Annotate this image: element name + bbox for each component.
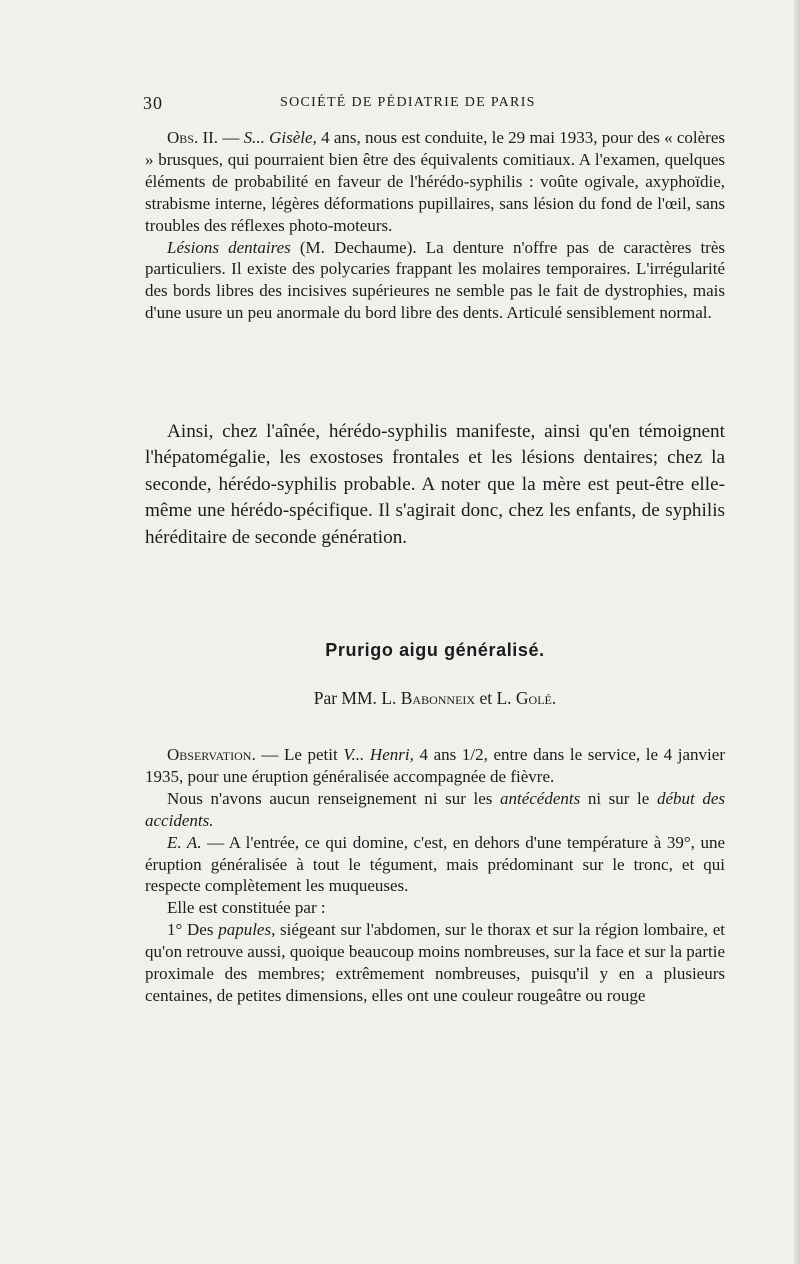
article-authors [145,688,725,709]
case-obs-2 [145,127,725,324]
running-title: SOCIÉTÉ DE PÉDIATRIE DE PARIS [280,95,536,110]
lesions-paragraph [145,237,725,325]
obs2-label: Obs. II. [167,128,219,147]
papules-text-1: 1° Des [167,920,219,940]
observation-patient-name: V... Henri, [343,745,414,764]
history-italic-1: antécédents [499,788,581,808]
papules-text-2: siégeant sur l'abdomen, sur le thorax et sur la région lombaire, et qu'on retrouve aussi, quoique beaucoup moins nombreuses, sur la face et sur la partie proximale des membres; extrêmement nombreuses, puisqu'il y en a plusieurs centaines, de petites dimensions, elles ont une couleur rougeâtre ou rouge [145,920,725,1005]
papules-paragraph [145,919,725,1007]
obs2-text: 4 ans, nous est conduite, le 29 mai 1933, pour des « colères » brusques, qui pourraient bien être des équivalents comitiaux. A l'examen, quelques éléments de probabilité en faveur de l'hérédo-syphilis : voûte ogivale, axyphoïdie, strabisme interne, légères déformations pupillaires, sans lésion du fond de l'œil, sans troubles des réflexes photo-moteurs. [145,128,726,235]
ea-paragraph [145,832,725,898]
article-title: Prurigo aigu généralisé. [325,640,545,660]
ea-text: — A l'entrée, ce qui domine, c'est, en dehors d'une température à 39°, une éruption généralisée à tout le tégument, mais prédominant sur le tronc, et qui respecte complètement les muqueuses. [145,832,725,896]
author-2: L. Golé. [496,688,557,708]
history-text-2: ni sur le [580,788,657,808]
authors-joiner: et [475,688,497,708]
authors-prefix: Par MM. [313,688,382,708]
history-italic-2: début des accidents. [145,788,725,830]
observation-paragraph [145,744,725,788]
obs2-paragraph [145,127,725,237]
lesions-label: Lésions dentaires [167,237,291,257]
observation-dash: — Le petit [255,745,344,764]
observation-label: Observation. [167,745,256,764]
history-text-1: Nous n'avons aucun renseignement ni sur les [167,788,500,808]
observation-text: 4 ans 1/2, entre dans le service, le 4 janvier 1935, pour une éruption généralisée accompagnée de fièvre. [145,745,725,786]
page-edge-shadow [794,0,800,1264]
conclusion-block [145,419,725,551]
obs2-patient-name: S... Gisèle, [243,128,317,147]
observation-body [145,744,725,1007]
page-number: 30 [143,93,163,113]
obs2-dash: — [218,128,244,147]
author-1: L. Babonneix [381,688,476,708]
history-paragraph [145,788,725,832]
ea-label: E. A. [167,832,202,852]
lesions-text: (M. Dechaume). La denture n'offre pas de caractères très particuliers. Il existe des polycaries frappant les molaires temporaires. L'irrégularité des bords libres des incisives supérieures ne semble pas le fait de dystrophies, mais d'une usure un peu anormale du bord libre des dents. Articulé sensiblement normal. [145,237,725,323]
constitution-paragraph: Elle est constituée par : [167,898,326,918]
papules-italic: papules, [218,920,276,940]
conclusion-paragraph: Ainsi, chez l'aînée, hérédo-syphilis manifeste, ainsi qu'en témoignent l'hépatomégalie, les exostoses frontales et les lésions dentaires; chez la seconde, hérédo-syphilis probable. A noter que la mère est peut-être elle-même une hérédo-spécifique. Il s'agirait donc, chez les enfants, de syphilis héréditaire de seconde génération. [145,421,725,548]
